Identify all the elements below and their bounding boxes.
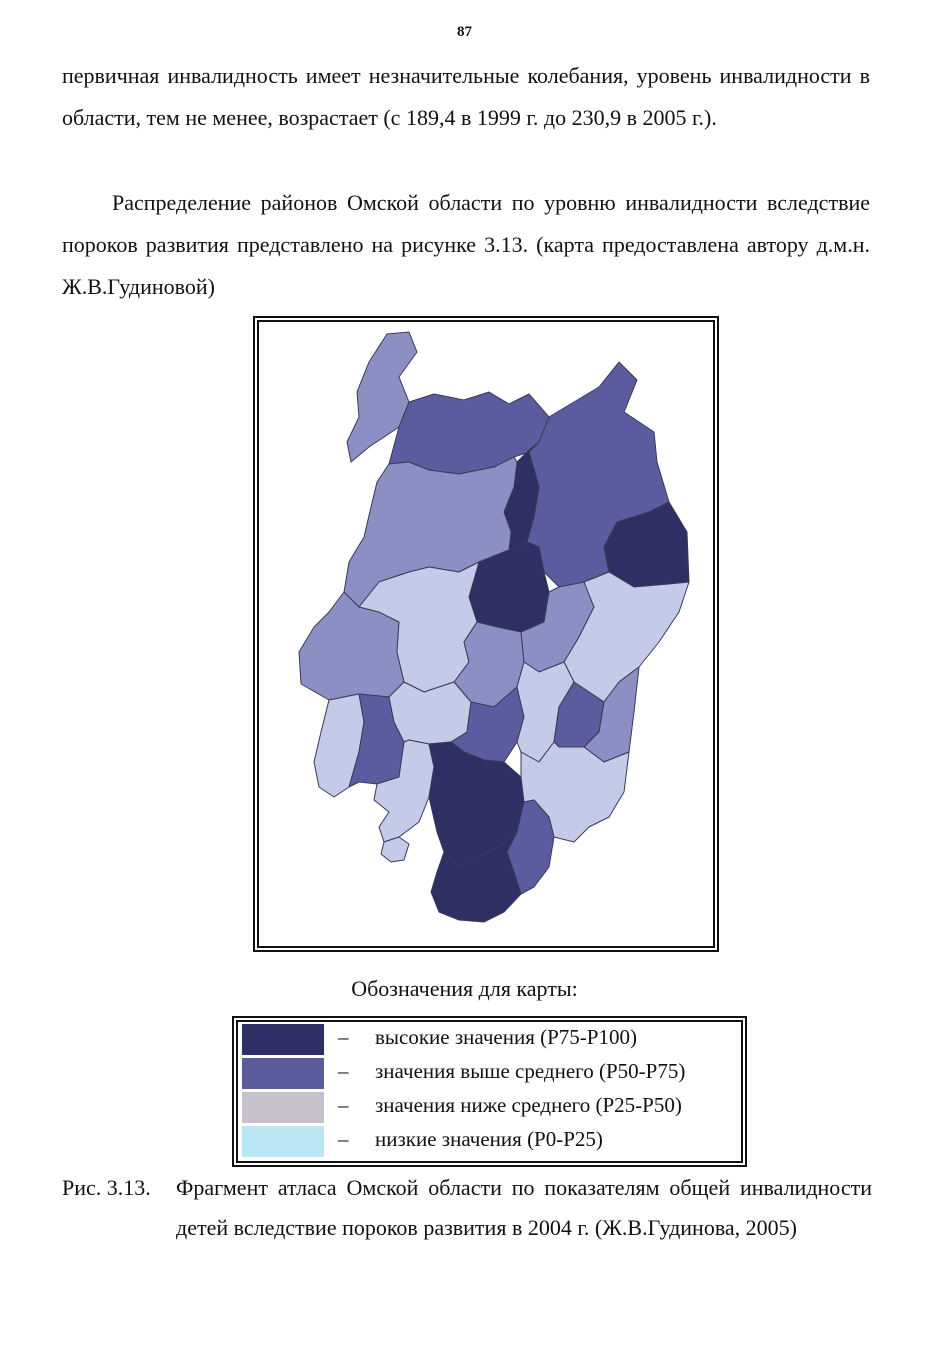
map-svg [259,322,713,946]
page-number: 87 [457,24,472,40]
map-legend [232,1016,747,1167]
map-region-cs-low [389,682,471,744]
paragraph-2: Распределение районов Омской области по уровню инвалидности вследствие пороков развития представлено на рисунке 3.13. (карта предоставлена автору д.м.н. Ж.В.Гудиновой) [62,190,870,299]
legend-swatch-low [242,1126,324,1157]
omsk-region-map [253,316,719,952]
caption-text: Фрагмент атласа Омской области по показателям общей инвалидности детей вследствие пороков развития в 2004 г. (Ж.В.Гудинова, 2005) [176,1175,872,1240]
legend-swatch-below-average [242,1092,324,1123]
legend-item-high [238,1022,741,1055]
legend-dash: – [338,1127,349,1151]
legend-item-above-average [238,1056,741,1089]
legend-label-above-average: значения выше среднего (Р50-Р75) [375,1059,686,1083]
legend-dash: – [338,1059,349,1083]
legend-item-below-average [238,1090,741,1123]
legend-dash: – [338,1025,349,1049]
caption-label: Рис. 3.13. [62,1175,151,1200]
legend-item-low [238,1124,741,1157]
legend-label-high: высокие значения (Р75-Р100) [375,1025,637,1049]
legend-swatch-high [242,1024,324,1055]
legend-swatch-above-average [242,1058,324,1089]
legend-label-below-average: значения ниже среднего (Р25-Р50) [375,1093,682,1117]
paragraph-1: первичная инвалидность имеет незначительные колебания, уровень инвалидности в области, тем не менее, возрастает (с 189,4 в 1999 г. до 230,9 в 2005 г.). [62,63,870,130]
legend-title: Обозначения для карты: [351,976,578,1001]
legend-dash: – [338,1093,349,1117]
legend-label-low: низкие значения (Р0-Р25) [375,1127,603,1151]
